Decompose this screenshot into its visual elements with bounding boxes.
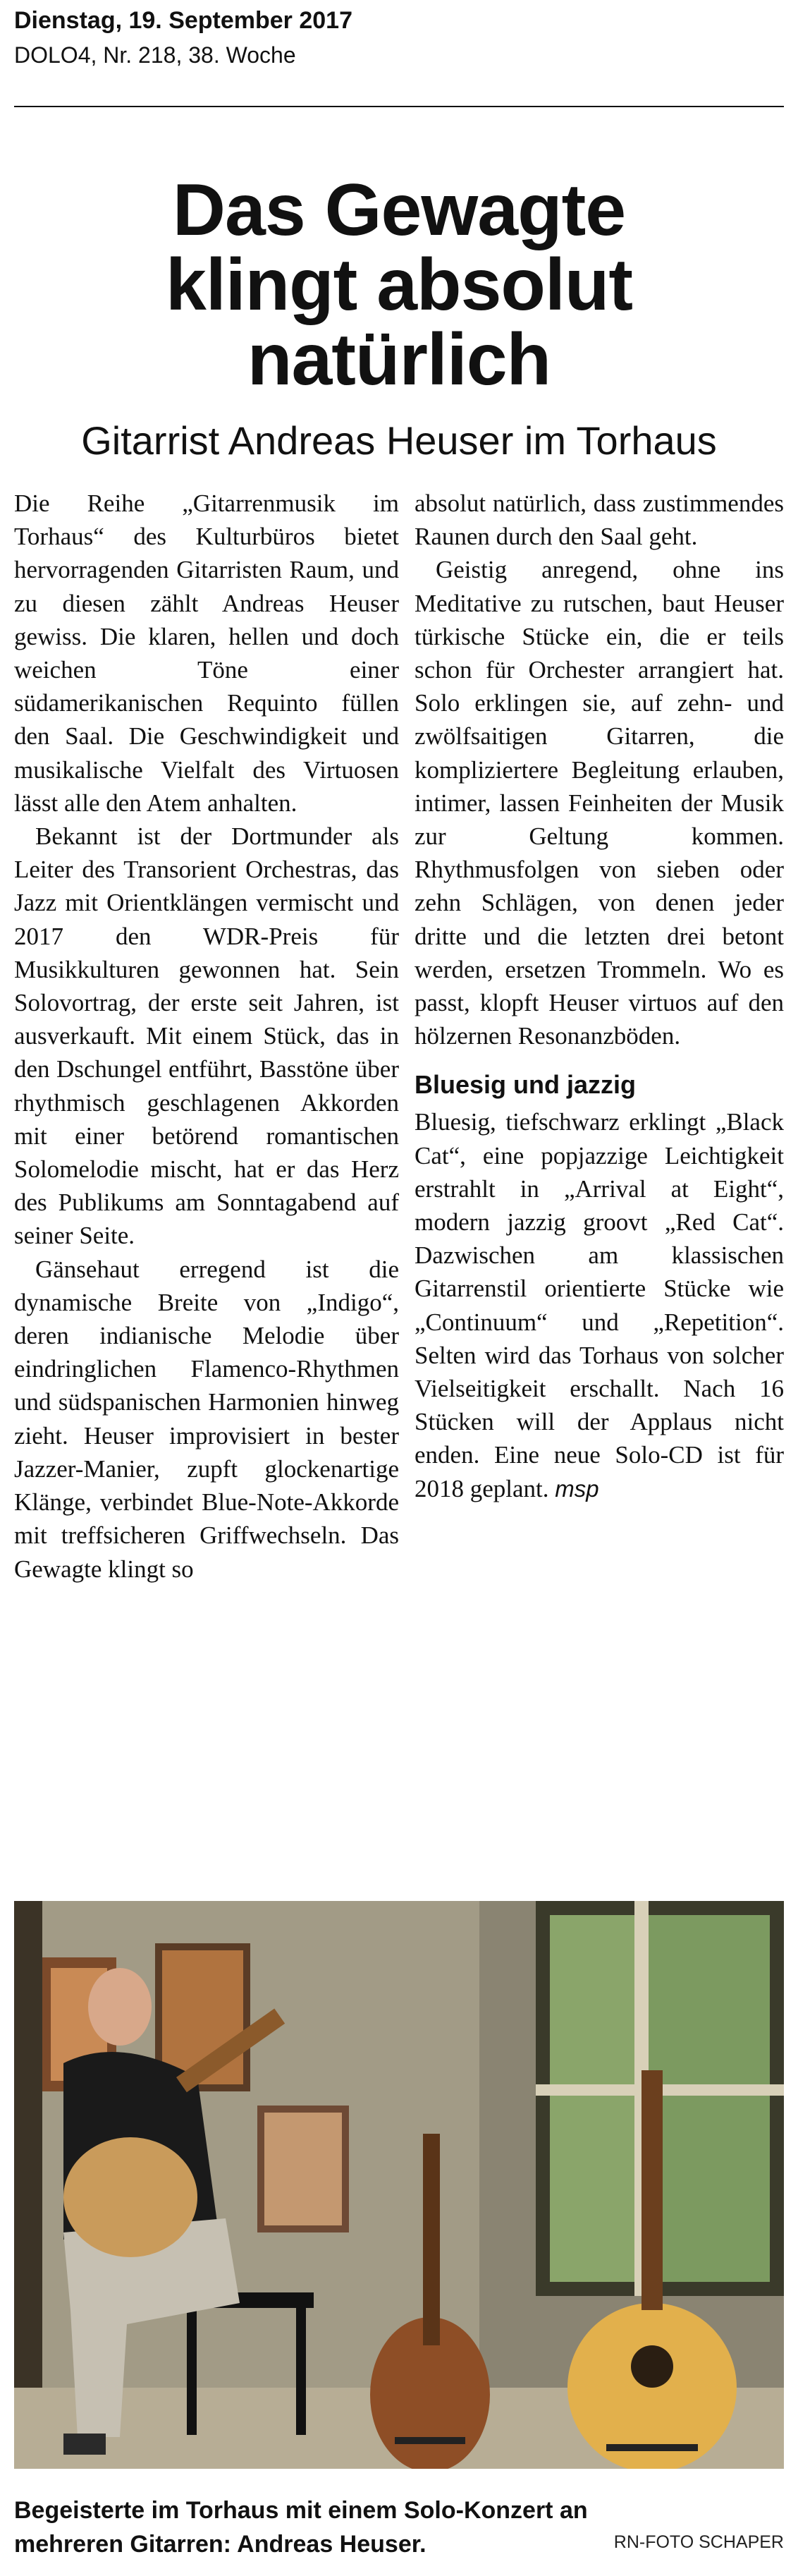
paragraph: Geistig anregend, ohne ins Meditative zu rutschen, baut Heuser türkische Stücke ein, die er teils schon für Orchester arrangiert hat. Solo erklingen sie, auf zehn- und zwölfsaitigen Gitarren, die kompliziertere Begleitung erlauben, intimer, lassen Feinheiten der Musik zur Geltung kommen. Rhythmusfolgen von sieben oder zehn Schlägen, von denen jeder dritte und die letzten drei betont werden, ersetzen Trommeln. Wo es passt, klopft Heuser virtuos auf den hölzernen Resonanzböden. <box>415 556 784 1050</box>
header-date: Dienstag, 19. September 2017 <box>14 7 353 34</box>
paragraph: Die Reihe „Gitarrenmusik im Torhaus“ des Kulturbüros bietet hervorragenden Gitarristen Raum, und zu diesen zählt Andreas Heuser gewiss. Die klaren, hellen und doch weichen Töne einer südamerikanischen Requinto füllen den Saal. Die Geschwindigkeit und musikalische Vielfalt des Virtuosen lässt alle den Atem anhalten. <box>14 490 399 817</box>
photo-caption: Begeisterte im Torhaus mit einem Solo-Konzert an mehreren Gitarren: Andreas Heuser. <box>14 2497 588 2558</box>
paragraph: Gänsehaut erregend ist die dynamische Breite von „Indigo“, deren indianische Melodie über eindringlichen Flamenco-Rhythmen und südspanischen Harmonien hinweg zieht. Heuser improvisiert in bester Jazzer-Manier, zupft glockenartige Klänge, verbindet Blue-Note-Akkorde mit treffsicheren Griffwechseln. Das Gewagte klingt so <box>14 1255 399 1583</box>
headline <box>0 169 798 401</box>
article-column-left <box>14 487 399 1586</box>
article-photo <box>14 1901 784 2469</box>
photo-credit: RN-FOTO SCHAPER <box>613 2532 784 2552</box>
paragraph <box>415 1105 784 1505</box>
paragraph: Bekannt ist der Dortmunder als Leiter des Transorient Orchestras, das Jazz mit Orientklängen vermischt und 2017 den WDR-Preis für Musikkulturen gewonnen hat. Sein Solovortrag, der erste seit Jahren, ist ausverkauft. Mit einem Stück, das in den Dschungel entführt, Basstöne über rhythmisch geschlagenen Akkorden mit einer betörend romantischen Solomelodie mischt, hat er das Herz des Publikums am Sonntagabend auf seiner Seite. <box>14 822 399 1250</box>
article-column-right <box>415 487 784 1505</box>
author-tag: msp <box>555 1475 599 1502</box>
headline-line: klingt absolut <box>166 244 632 326</box>
paragraph: absolut natürlich, dass zustimmendes Raunen durch den Saal geht. <box>415 490 784 551</box>
paragraph-text: Bluesig, tiefschwarz erklingt „Black Cat“, eine popjazzige Leichtigkeit erstrahlt in „Arrival at Eight“, modern jazzig groovt „Red Cat“. Dazwischen am klassischen Gitarrenstil orientierte Stücke wie „Continuum“ und „Repetition“. Selten wird das Torhaus von solcher Vielseitigkeit erschallt. Nach 16 Stücken will der Applaus nicht enden. Eine neue Solo-CD ist für 2018 geplant. <box>415 1108 784 1502</box>
subheadline: Gitarrist Andreas Heuser im Torhaus <box>81 418 717 463</box>
headline-line: Das Gewagte <box>172 169 626 251</box>
section-subheading: Bluesig und jazzig <box>415 1070 637 1100</box>
header-edition: DOLO4, Nr. 218, 38. Woche <box>14 42 296 68</box>
headline-line: natürlich <box>247 319 551 401</box>
header-rule <box>14 106 784 107</box>
